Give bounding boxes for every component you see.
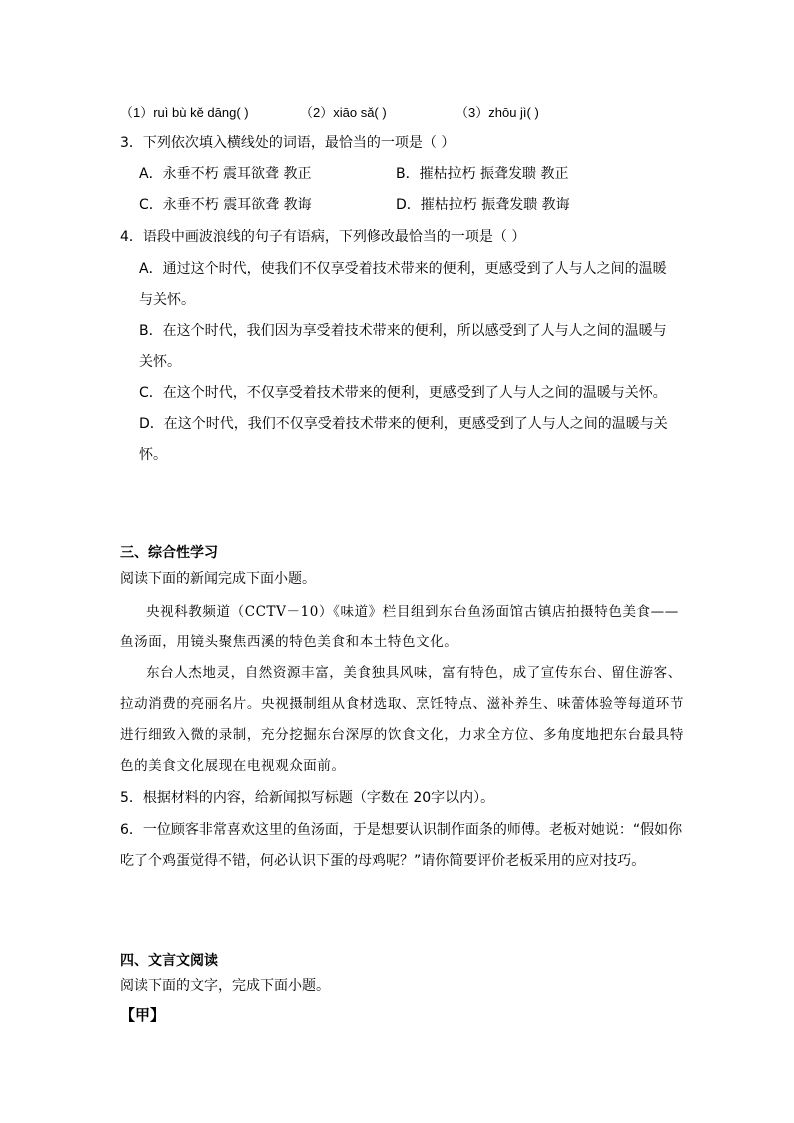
question-4-option-c: C．在这个时代，不仅享受着技术带来的便利，更感受到了人与人之间的温暖与关怀。 bbox=[139, 385, 667, 401]
question-4-option-a-line1: A．通过这个时代，使我们不仅享受着技术带来的便利，更感受到了人与人之间的温暖 bbox=[139, 261, 667, 277]
question-6-line1: 6．一位顾客非常喜欢这里的鱼汤面，于是想要认识制作面条的师傅。老板对她说：“假如你 bbox=[120, 822, 683, 838]
question-4-option-b-line2: 关怀。 bbox=[139, 354, 181, 370]
question-4-stem: 4．语段中画波浪线的句子有语病，下列修改最恰当的一项是（ ） bbox=[120, 229, 526, 245]
news-paragraph-1-line1: 央视科教频道（CCTV－10）《味道》栏目组到东台鱼汤面馆古镇店拍摄特色美食—— bbox=[146, 604, 679, 620]
pinyin-item-1: （1）ruì bù kě dāng( ) bbox=[120, 105, 249, 120]
question-3-option-d: D．摧枯拉朽 振聋发聩 教诲 bbox=[396, 197, 570, 213]
question-5: 5．根据材料的内容，给新闻拟写标题（字数在 20字以内）。 bbox=[120, 790, 495, 806]
question-4-option-b-line1: B．在这个时代，我们因为享受着技术带来的便利，所以感受到了人与人之间的温暖与 bbox=[139, 323, 667, 339]
pinyin-item-2: （2）xiāo sǎ( ) bbox=[300, 105, 387, 120]
passage-jia-label: 【甲】 bbox=[120, 1006, 166, 1024]
section-3-title: 三、综合性学习 bbox=[120, 545, 218, 561]
section-3-intro: 阅读下面的新闻完成下面小题。 bbox=[120, 571, 316, 587]
news-paragraph-1-line2: 鱼汤面，用镜头聚焦西溪的特色美食和本土特色文化。 bbox=[120, 634, 459, 650]
news-paragraph-2-line1: 东台人杰地灵，自然资源丰富，美食独具风味，富有特色，成了宣传东台、留住游客、 bbox=[146, 665, 682, 681]
question-6-line2: 吃了个鸡蛋觉得不错，何必认识下蛋的母鸡呢？”请你简要评价老板采用的应对技巧。 bbox=[120, 853, 646, 869]
news-paragraph-2-line3: 进行细致入微的录制，充分挖掘东台深厚的饮食文化，力求全方位、多角度地把东台最具特 bbox=[120, 727, 684, 743]
section-4-title: 四、文言文阅读 bbox=[120, 953, 218, 969]
question-4-option-a-line2: 与关怀。 bbox=[139, 292, 195, 308]
question-4-option-d-line2: 怀。 bbox=[139, 447, 167, 463]
question-4-option-d-line1: D．在这个时代，我们不仅享受着技术带来的便利，更感受到了人与人之间的温暖与关 bbox=[139, 416, 668, 432]
question-3-stem: 3．下列依次填入横线处的词语，最恰当的一项是（ ） bbox=[120, 135, 456, 151]
question-3-option-b: B．摧枯拉朽 振聋发聩 教正 bbox=[396, 166, 569, 182]
news-paragraph-2-line4: 色的美食文化展现在电视观众面前。 bbox=[120, 758, 346, 774]
section-4-intro: 阅读下面的文字，完成下面小题。 bbox=[120, 978, 330, 994]
question-3-option-a: A．永垂不朽 震耳欲聋 教正 bbox=[139, 166, 312, 182]
question-3-option-c: C．永垂不朽 震耳欲聋 教诲 bbox=[139, 197, 312, 213]
pinyin-item-3: （3）zhōu jì( ) bbox=[455, 105, 539, 120]
news-paragraph-2-line2: 拉动消费的亮丽名片。央视摄制组从食材选取、烹饪特点、滋补养生、味蕾体验等每道环节 bbox=[120, 696, 684, 712]
